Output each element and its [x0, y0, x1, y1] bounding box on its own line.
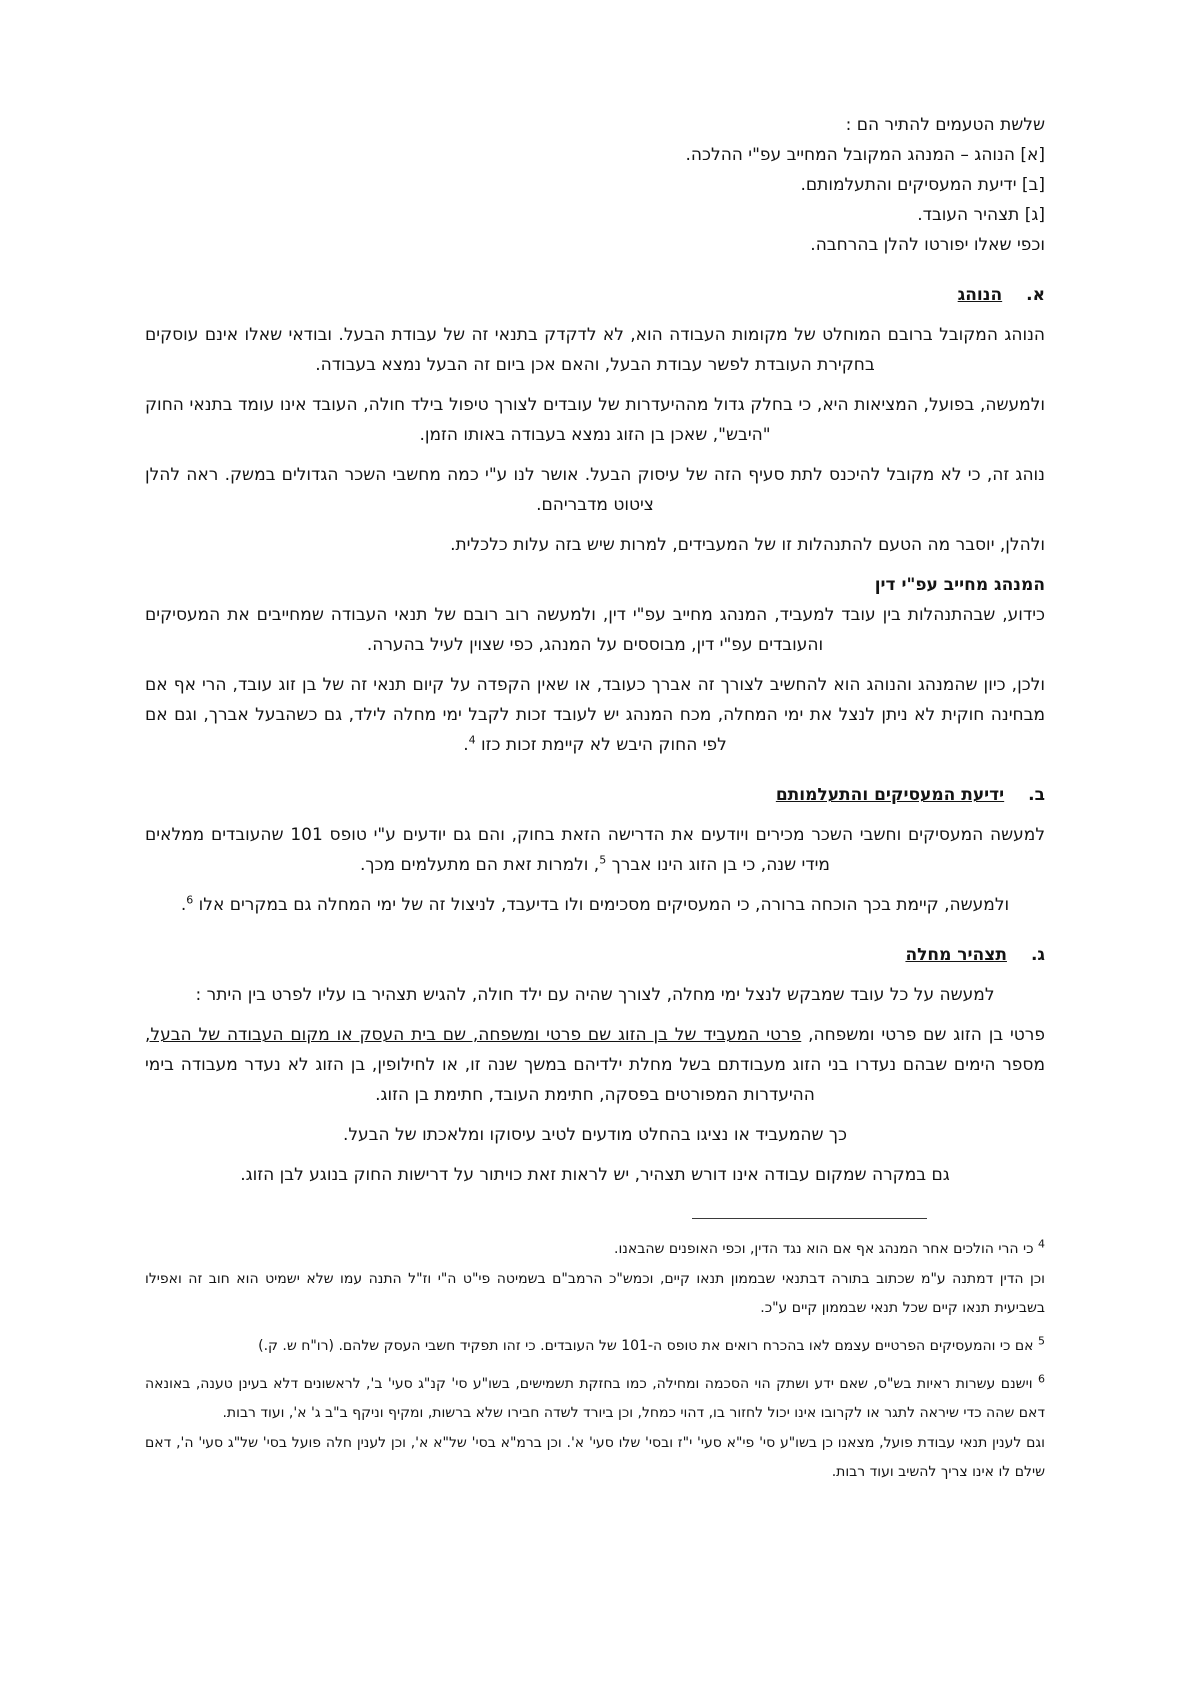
paragraph-text: , ולמרות זאת הם מתעלמים מכך.	[360, 855, 600, 875]
footnote-separator	[692, 1218, 927, 1219]
footnote-ref-4: 4	[468, 733, 476, 747]
footnotes-area	[145, 1218, 1045, 1487]
paragraph	[145, 820, 1045, 880]
intro-title: שלשת הטעמים להתיר הם :	[845, 115, 1045, 135]
section-a	[145, 280, 1045, 760]
paragraph-text: ולמעשה, קיימת בכך הוכחה ברורה, כי המעסיקים מסכימים ולו בדיעבד, לניצול זה של ימי המחלה גם במקרים אלו	[193, 895, 1010, 915]
footnote-ref-5: 5	[599, 853, 607, 867]
footnote-text: אם כי והמעסיקים הפרטיים עצמם לאו בהכרח רואים את טופס ה-101 של העובדים. כי זהו תפקיד חשבי העסק שלהם. (רו"ח ש. ק.)	[258, 1338, 1034, 1354]
footnote-paragraph	[145, 1370, 1045, 1428]
paragraph: ולמעשה, בפועל, המציאות היא, כי בחלק גדול מההיעדרות של עובדים לצורך טיפול בילד חולה, העובד אינו עומד בתנאי החוק "היבש", שאכן בן הזוג נמצא בעבודה באותו הזמן.	[145, 395, 1045, 445]
footnote-number: 5	[1038, 1334, 1045, 1348]
subsection-custom-binds-by-law	[145, 570, 1045, 660]
paragraph: כך שהמעביד או נציגו בהחלט מודעים לטיב עיסוקו ומלאכתו של הבעל.	[342, 1125, 848, 1145]
section-c-letter: ג.	[1030, 945, 1045, 965]
section-a-heading	[145, 280, 1045, 310]
underlined-text: פרטי המעביד של בן הזוג שם פרטי ומשפחה, שם בית העסק או מקום העבודה של הבעל,	[145, 1025, 802, 1045]
intro-closing: וכפי שאלו יפורטו להלן בהרחבה.	[810, 235, 1045, 255]
footnote-paragraph: וגם לענין תנאי עבודת פועל, מצאנו כן בשו"ע סי' פי"א סעי' י"ז ובסי' שלו סעי' א'. וכן ברמ"א בסי' של"א א', וכן לענין חלה פועל בסי' של"ג סעי' ה', דאם שילם לו אינו צריך להשיב ועוד רבות.	[145, 1435, 1045, 1480]
paragraph: נוהג זה, כי לא מקובל להיכנס לתת סעיף הזה של עיסוק הבעל. אושר לנו ע"י כמה מחשבי השכר הגדולים במשק. ראה להלן ציטוט מדבריהם.	[145, 465, 1045, 515]
paragraph-text: .	[180, 895, 187, 915]
footnote-number: 6	[1038, 1372, 1045, 1386]
section-b-heading	[145, 780, 1045, 810]
paragraph	[145, 1020, 1045, 1110]
section-b-title: ידיעת המעסיקים והתעלמותם	[775, 785, 1005, 805]
footnote-text: כי הרי הולכים אחר המנהג אף אם הוא נגד הדין, וכפי האופנים שהבאנו.	[614, 1241, 1034, 1257]
paragraph-text: למעשה המעסיקים וחשבי השכר מכירים ויודעים את הדרישה הזאת בחוק, והם גם יודעים ע"י טופס 101 שהעובדים ממלאים מידי שנה, כי בן הזוג הינו אברך	[145, 825, 1046, 875]
section-b	[145, 780, 1045, 920]
paragraph-text: מספר הימים שבהם נעדרו בני הזוג מעבודתם בשל מחלת ילדיהם במשך שנה זו, או לחילופין, בן הזוג לא נעדר מעבודה בימי ההיעדרות המפורטים בפסקה, חתימת העובד, חתימת בן הזוג.	[145, 1055, 1045, 1105]
footnote-paragraph	[145, 1235, 1045, 1264]
footnote-paragraph	[145, 1332, 1045, 1361]
paragraph	[145, 890, 1045, 920]
intro-item-b: [ב] ידיעת המעסיקים והתעלמותם.	[800, 175, 1045, 195]
footnote-number: 4	[1038, 1237, 1045, 1251]
paragraph: הנוהג המקובל ברובם המוחלט של מקומות העבודה הוא, לא לדקדק בתנאי זה של עבודת הבעל. ובודאי שאלו אינם עוסקים בחקירת העובדת לפשר עבודת הבעל, והאם אכן ביום זה הבעל נמצא בעבודה.	[145, 325, 1045, 375]
paragraph: ולהלן, יוסבר מה הטעם להתנהלות זו של המעבידים, למרות שיש בזה עלות כלכלית.	[450, 535, 1045, 555]
section-a-letter: א.	[1026, 285, 1045, 305]
section-c	[145, 940, 1045, 1190]
paragraph: למעשה על כל עובד שמבקש לנצל ימי מחלה, לצורך שהיה עם ילד חולה, להגיש תצהיר בו עליו לפרט בין היתר :	[195, 985, 995, 1005]
footnote-5	[145, 1332, 1045, 1361]
intro-item-a: [א] הנוהג – המנהג המקובל המחייב עפ"י ההלכה.	[685, 145, 1045, 165]
paragraph-text: ולכן, כיון שהמנהג והנוהג הוא להחשיב לצורך זה אברך כעובד, או שאין הקפדה על קיום תנאי זה של בן זוג עובד, הרי אף אם מבחינה חוקית לא ניתן לנצל את ימי המחלה, מכח המנהג יש לעובד זכות לקבל ימי מחלה לילד, גם כשהבעל אברך, וגם אם לפי החוק היבש לא קיימת זכות כזו	[145, 675, 1045, 755]
subsection-title: המנהג מחייב עפ"י דין	[874, 575, 1045, 595]
footnote-4	[145, 1235, 1045, 1323]
footnote-paragraph: וכן הדין דמתנה ע"מ שכתוב בתורה דבתנאי שבממון תנאו קיים, וכמש"כ הרמב"ם בשמיטה פי"ט ה"י וז"ל התנה עמו שלא ישמיט הוא חוב זה ואפילו בשביעית תנאו קיים שכל תנאי שבממון קיים ע"כ.	[145, 1271, 1045, 1316]
section-c-title: תצהיר מחלה	[905, 945, 1007, 965]
paragraph: גם במקרה שמקום עבודה אינו דורש תצהיר, יש לראות זאת כויתור על דרישות החוק בנוגע לבן הזוג.	[240, 1165, 950, 1185]
section-c-heading	[145, 940, 1045, 970]
intro-item-c: [ג] תצהיר העובד.	[917, 205, 1045, 225]
intro-block	[145, 110, 1045, 260]
section-b-letter: ב.	[1028, 785, 1045, 805]
paragraph: כידוע, שבהתנהלות בין עובד למעביד, המנהג מחייב עפ"י דין, ולמעשה רוב רובם של תנאי העבודה שמחייבים את המעסיקים והעובדים עפ"י דין, מבוססים על המנהג, כפי שצוין לעיל בהערה.	[145, 605, 1045, 655]
paragraph	[145, 670, 1045, 760]
footnote-text: וישנם עשרות ראיות בש"ס, שאם ידע ושתק הוי הסכמה ומחילה, כמו בחזקת תשמישים, בשו"ע סי' קנ"ג סעי' ב', לראשונים דלא בעינן טענה, באונאה דאם שהה כדי שיראה לתגר או לקרובו אינו יכול לחזור בו, דהוי כמחל, וכן ביורד לשדה חבירו שלא ברשות, ומקיף וניקף ב"ב ג' א', ועוד רבות.	[145, 1376, 1045, 1421]
footnote-6	[145, 1370, 1045, 1487]
footnote-ref-6: 6	[186, 893, 194, 907]
paragraph-text: .	[463, 735, 469, 755]
section-a-title: הנוהג	[957, 285, 1003, 305]
paragraph-text: פרטי בן הזוג שם פרטי ומשפחה,	[801, 1025, 1046, 1045]
